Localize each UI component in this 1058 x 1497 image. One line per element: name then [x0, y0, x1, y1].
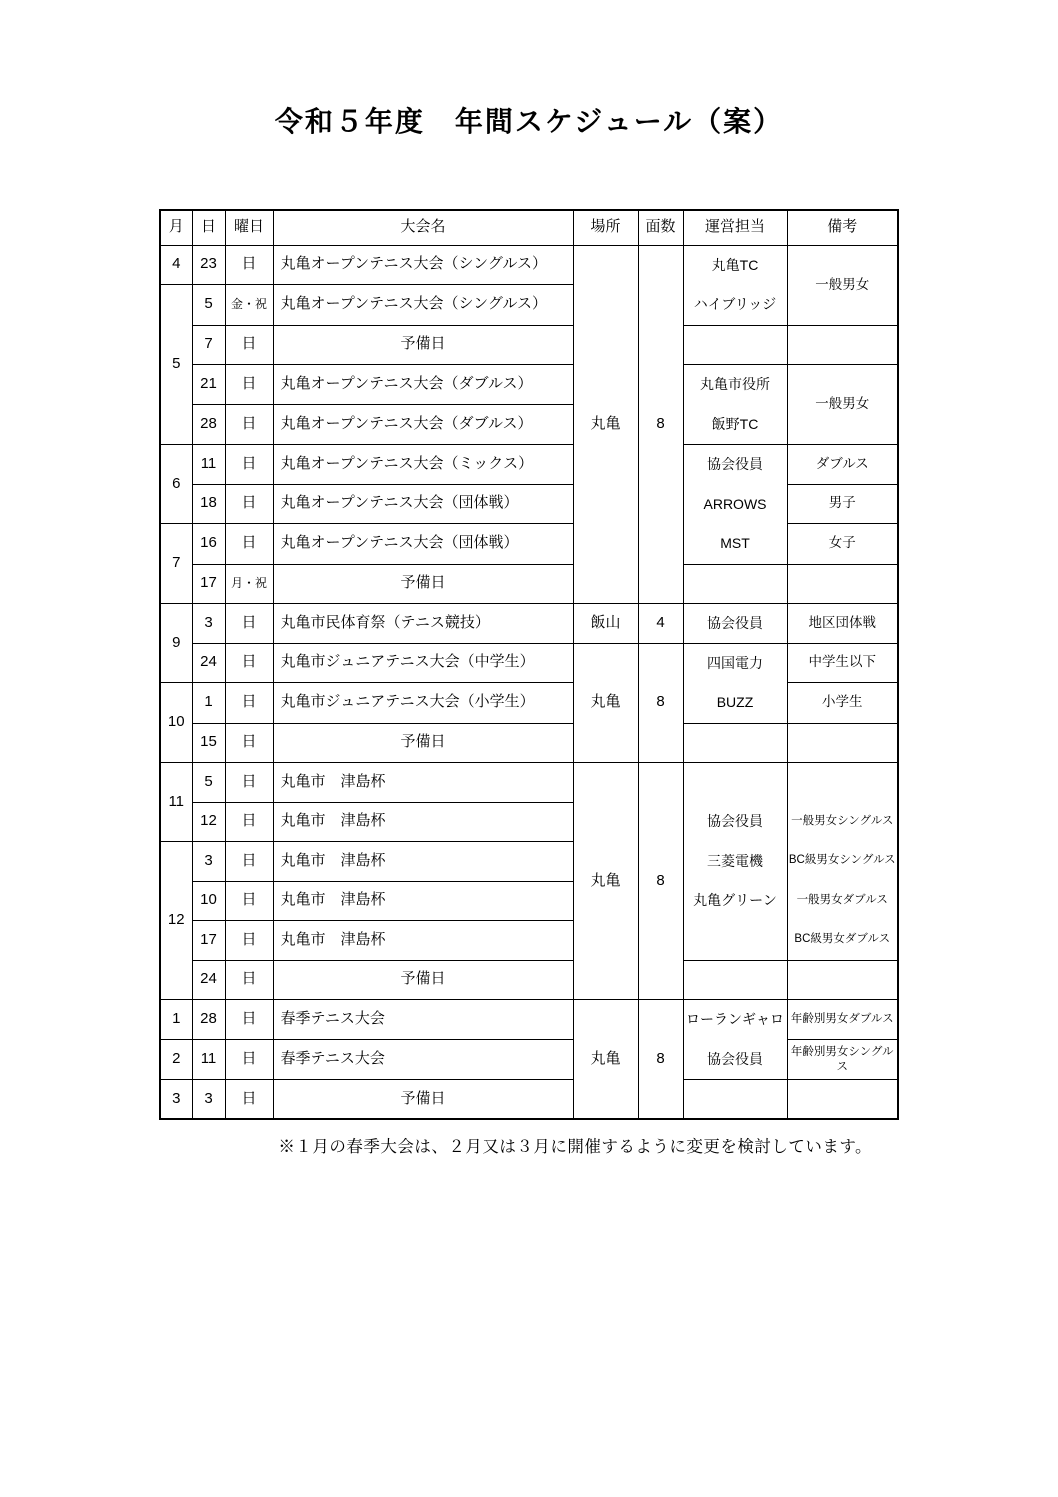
- cell-event: 春季テニス大会: [273, 1040, 573, 1080]
- header-place: 場所: [573, 210, 638, 245]
- table-row: [160, 245, 898, 285]
- cell-event: 丸亀オープンテニス大会（団体戦）: [273, 524, 573, 565]
- table-row: [160, 484, 898, 524]
- cell-notes-empty: [787, 1080, 898, 1120]
- cell-notes: 中学生以下: [787, 643, 898, 683]
- cell-weekday: 日: [225, 1000, 273, 1040]
- cell-staff-group-f: [683, 1000, 787, 1080]
- cell-event: 丸亀市民体育祭（テニス競技）: [273, 604, 573, 644]
- cell-day: 3: [192, 604, 225, 644]
- cell-event: 丸亀市 津島杯: [273, 842, 573, 882]
- cell-notes: 地区団体戦: [787, 604, 898, 644]
- staff-line: MST: [720, 535, 750, 551]
- cell-event: 丸亀市ジュニアテニス大会（小学生）: [273, 683, 573, 724]
- cell-event: 予備日: [273, 325, 573, 365]
- cell-day: 10: [192, 881, 225, 921]
- cell-staff-group-c: [683, 445, 787, 565]
- cell-notes-empty: [787, 325, 898, 365]
- staff-line: ハイブリッジ: [693, 296, 777, 312]
- cell-day: 1: [192, 683, 225, 724]
- cell-day: 7: [192, 325, 225, 365]
- cell-weekday: 日: [225, 723, 273, 763]
- cell-month: 11: [160, 763, 192, 842]
- table-row: [160, 1040, 898, 1080]
- cell-courts-group-c: 8: [638, 763, 683, 1000]
- cell-weekday: 日: [225, 484, 273, 524]
- cell-weekday: 日: [225, 643, 273, 683]
- cell-place-group-c: 丸亀: [573, 763, 638, 1000]
- cell-weekday: 日: [225, 325, 273, 365]
- cell-weekday: 日: [225, 445, 273, 485]
- cell-staff-empty: [683, 960, 787, 1000]
- cell-weekday: 日: [225, 365, 273, 405]
- cell-place: 飯山: [573, 604, 638, 644]
- cell-event: 丸亀オープンテニス大会（シングルス）: [273, 285, 573, 326]
- table-row: [160, 960, 898, 1000]
- cell-day: 17: [192, 921, 225, 961]
- cell-staff-empty: [683, 723, 787, 763]
- staff-line: 協会役員: [707, 813, 763, 829]
- staff-line: 協会役員: [707, 1050, 763, 1067]
- cell-month: 9: [160, 604, 192, 683]
- table-row: [160, 564, 898, 604]
- cell-month: 1: [160, 1000, 192, 1040]
- cell-notes: 年齢別男女シングルス: [787, 1040, 898, 1080]
- table-row: [160, 763, 898, 803]
- cell-place-group-a: 丸亀: [573, 245, 638, 604]
- cell-weekday: 日: [225, 802, 273, 842]
- cell-month: 6: [160, 445, 192, 524]
- cell-courts: 4: [638, 604, 683, 644]
- cell-place-group-b: 丸亀: [573, 643, 638, 763]
- cell-month: 7: [160, 524, 192, 604]
- cell-staff-group-d: [683, 643, 787, 723]
- cell-day: 21: [192, 365, 225, 405]
- schedule-table: [159, 209, 899, 1120]
- staff-line: 丸亀TC: [711, 256, 759, 273]
- table-row: [160, 604, 898, 644]
- staff-line: 飯野TC: [711, 415, 759, 432]
- cell-weekday: 日: [225, 1040, 273, 1080]
- cell-event: 春季テニス大会: [273, 1000, 573, 1040]
- cell-weekday: 日: [225, 960, 273, 1000]
- cell-day: 11: [192, 445, 225, 485]
- notes-line: 一般男女ダブルス: [796, 893, 888, 906]
- cell-event: 予備日: [273, 1080, 573, 1120]
- cell-staff-group-e: [683, 763, 787, 961]
- cell-weekday: 日: [225, 1080, 273, 1120]
- cell-notes-empty: [787, 564, 898, 604]
- table-row: [160, 723, 898, 763]
- cell-place-group-d: 丸亀: [573, 1000, 638, 1120]
- staff-line: 四国電力: [707, 654, 763, 671]
- cell-notes-empty: [787, 723, 898, 763]
- header-month: 月: [160, 210, 192, 245]
- table-row: [160, 1000, 898, 1040]
- cell-weekday: 日: [225, 763, 273, 803]
- table-header-row: [160, 210, 898, 245]
- staff-line: 協会役員: [707, 456, 763, 472]
- cell-day: 11: [192, 1040, 225, 1080]
- cell-courts-group-b: 8: [638, 643, 683, 763]
- cell-day: 17: [192, 564, 225, 604]
- cell-event: 丸亀市ジュニアテニス大会（中学生）: [273, 643, 573, 683]
- cell-month: 3: [160, 1080, 192, 1120]
- cell-notes: ダブルス: [787, 445, 898, 485]
- staff-line: ARROWS: [703, 495, 767, 512]
- cell-month: 4: [160, 245, 192, 285]
- cell-day: 24: [192, 960, 225, 1000]
- cell-day: 3: [192, 842, 225, 882]
- cell-weekday: 日: [225, 683, 273, 724]
- notes-line: BC級男女シングルス: [788, 854, 896, 866]
- table-row: [160, 325, 898, 365]
- cell-weekday: 月・祝: [225, 564, 273, 604]
- header-staff: 運営担当: [683, 210, 787, 245]
- staff-line: 丸亀市役所: [700, 376, 770, 392]
- table-row: [160, 683, 898, 724]
- cell-event: 予備日: [273, 960, 573, 1000]
- cell-day: 3: [192, 1080, 225, 1120]
- cell-notes: 男子: [787, 484, 898, 524]
- cell-event: 丸亀市 津島杯: [273, 802, 573, 842]
- cell-staff-empty: [683, 564, 787, 604]
- cell-day: 16: [192, 524, 225, 565]
- cell-weekday: 日: [225, 921, 273, 961]
- cell-event: 丸亀オープンテニス大会（ダブルス）: [273, 405, 573, 445]
- cell-event: 予備日: [273, 723, 573, 763]
- cell-notes-group-e: [787, 763, 898, 961]
- cell-day: 28: [192, 1000, 225, 1040]
- cell-event: 丸亀市 津島杯: [273, 881, 573, 921]
- cell-day: 24: [192, 643, 225, 683]
- cell-day: 18: [192, 484, 225, 524]
- cell-staff-empty: [683, 1080, 787, 1120]
- cell-staff-empty: [683, 325, 787, 365]
- cell-day: 5: [192, 285, 225, 326]
- cell-day: 23: [192, 245, 225, 285]
- header-weekday: 曜日: [225, 210, 273, 245]
- cell-event: 丸亀オープンテニス大会（シングルス）: [273, 245, 573, 285]
- cell-courts-group-d: 8: [638, 1000, 683, 1120]
- cell-month: 2: [160, 1040, 192, 1080]
- cell-staff-group-b: [683, 365, 787, 445]
- cell-notes-group-b: 一般男女: [787, 365, 898, 445]
- staff-line: 三菱電機: [707, 852, 763, 869]
- cell-day: 15: [192, 723, 225, 763]
- header-event: 大会名: [273, 210, 573, 245]
- cell-notes-empty: [787, 960, 898, 1000]
- table-row: [160, 1080, 898, 1120]
- cell-weekday: 日: [225, 881, 273, 921]
- cell-month: 5: [160, 285, 192, 445]
- cell-month: 12: [160, 842, 192, 1000]
- cell-month: 10: [160, 683, 192, 763]
- table-row: [160, 445, 898, 485]
- staff-line: ローランギャロ: [686, 1011, 784, 1027]
- cell-event: 丸亀オープンテニス大会（団体戦）: [273, 484, 573, 524]
- cell-notes-group-a: 一般男女: [787, 245, 898, 325]
- notes-line: 一般男女シングルス: [791, 814, 894, 827]
- cell-weekday: 日: [225, 405, 273, 445]
- cell-staff-group-a: [683, 245, 787, 325]
- staff-line: BUZZ: [716, 694, 754, 710]
- header-courts: 面数: [638, 210, 683, 245]
- staff-line: 丸亀グリーン: [693, 892, 777, 908]
- table-row: [160, 365, 898, 405]
- cell-notes: 小学生: [787, 683, 898, 724]
- cell-weekday: 日: [225, 245, 273, 285]
- cell-notes: 年齢別男女ダブルス: [787, 1000, 898, 1040]
- cell-day: 12: [192, 802, 225, 842]
- cell-day: 28: [192, 405, 225, 445]
- cell-weekday: 日: [225, 524, 273, 565]
- cell-event: 丸亀市 津島杯: [273, 763, 573, 803]
- cell-event: 丸亀市 津島杯: [273, 921, 573, 961]
- header-notes: 備考: [787, 210, 898, 245]
- header-day: 日: [192, 210, 225, 245]
- cell-event: 丸亀オープンテニス大会（ダブルス）: [273, 365, 573, 405]
- table-row: [160, 524, 898, 565]
- cell-event: 丸亀オープンテニス大会（ミックス）: [273, 445, 573, 485]
- notes-line: BC級男女ダブルス: [794, 933, 891, 945]
- footnote: ※１月の春季大会は、２月又は３月に開催するように変更を検討しています。: [278, 1138, 872, 1156]
- table-row: [160, 643, 898, 683]
- cell-staff: 協会役員: [683, 604, 787, 644]
- cell-courts-group-a: 8: [638, 245, 683, 604]
- page-title: 令和５年度 年間スケジュール（案）: [274, 106, 784, 137]
- cell-event: 予備日: [273, 564, 573, 604]
- cell-weekday: 日: [225, 842, 273, 882]
- cell-weekday: 日: [225, 604, 273, 644]
- cell-weekday: 金・祝: [225, 285, 273, 326]
- cell-notes: 女子: [787, 524, 898, 565]
- cell-day: 5: [192, 763, 225, 803]
